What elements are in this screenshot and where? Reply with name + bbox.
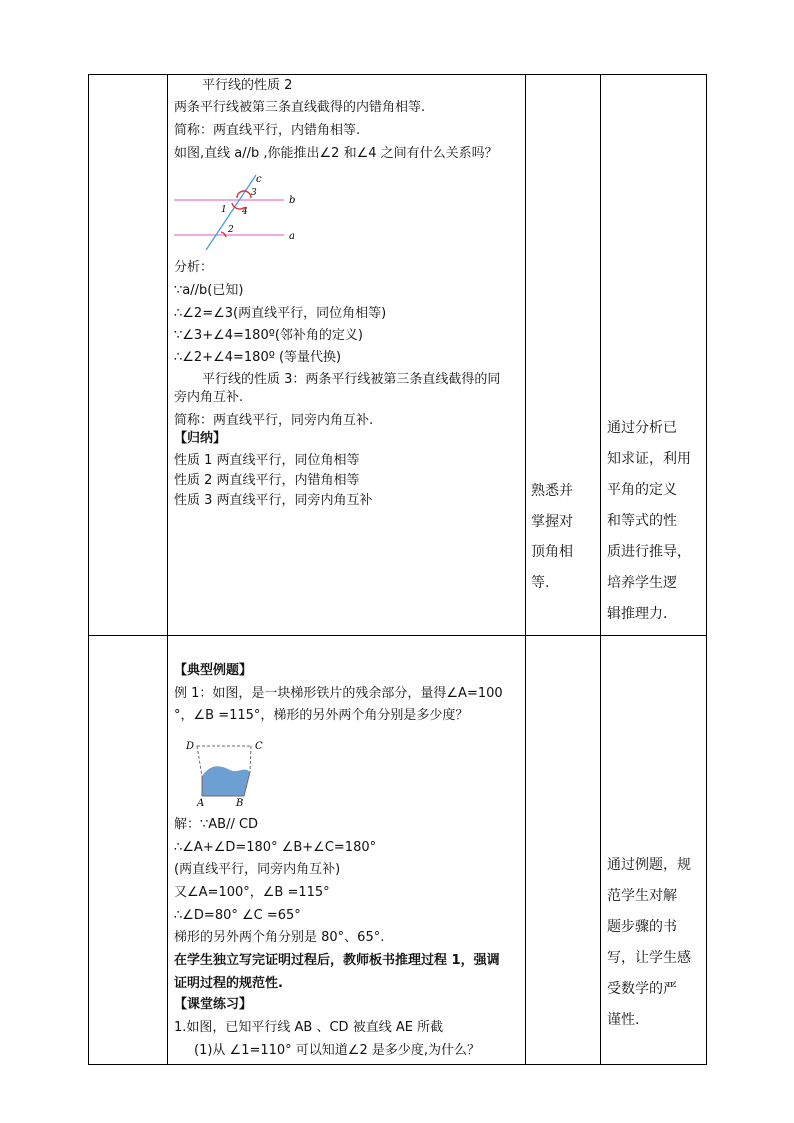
design-intent-cell-2 <box>607 850 703 1036</box>
label-a: a <box>289 231 295 242</box>
design-intent-line: 题步骤的书 <box>607 919 677 935</box>
analysis-step-1: ∵a//b(已知) <box>174 283 244 298</box>
analysis-step-2: ∴∠2=∠3(两直线平行，同位角相等) <box>174 306 387 321</box>
column-divider-1 <box>167 74 168 1065</box>
design-intent-line: 培养学生逻 <box>607 575 677 591</box>
row-divider <box>88 635 707 636</box>
table-left-border <box>88 74 89 1065</box>
column-divider-2 <box>525 74 526 1065</box>
design-intent-line: 谨性. <box>607 1012 640 1028</box>
solution-line-1: 解：∵AB// CD <box>174 817 259 832</box>
solution-line-2: ∴∠A+∠D=180° ∠B+∠C=180° <box>174 840 377 855</box>
solution-line-3: (两直线平行，同旁内角互补) <box>174 862 341 877</box>
practice-heading: 【课堂练习】 <box>174 997 253 1012</box>
example-heading: 【典型例题】 <box>174 663 253 678</box>
summary-heading: 【归纳】 <box>174 431 227 446</box>
label-b: b <box>289 195 296 206</box>
label-4: 4 <box>242 207 248 217</box>
label-D: D <box>186 741 195 752</box>
trapezoid-remnant <box>202 766 250 796</box>
property-3-short: 简称：两直线平行，同旁内角互补. <box>174 413 374 428</box>
practice-question-1-part-1: (1)从 ∠1=110° 可以知道∠2 是多少度,为什么？ <box>194 1043 481 1058</box>
student-activity-line: 顶角相 <box>531 544 573 560</box>
property-3-continuation: 旁内角互补. <box>174 390 244 405</box>
label-c: c <box>256 174 262 185</box>
summary-property-3: 性质 3 两直线平行，同旁内角互补 <box>174 493 373 508</box>
property-2-title: 平行线的性质 2 <box>202 78 293 93</box>
design-intent-line: 受数学的严 <box>607 981 677 997</box>
label-2: 2 <box>228 225 234 235</box>
design-intent-line: 范学生对解 <box>607 888 677 904</box>
teacher-note-continued: 证明过程的规范性. <box>174 976 283 991</box>
trapezoid-dashed-right <box>250 746 251 772</box>
transversal-c <box>206 175 256 250</box>
analysis-step-4: ∴∠2+∠4=180º (等量代换) <box>174 350 342 365</box>
practice-question-1: 1.如图，已知平行线 AB 、CD 被直线 AE 所截 <box>174 1020 444 1035</box>
design-intent-line: 通过分析已 <box>607 420 677 436</box>
summary-property-1: 性质 1 两直线平行，同位角相等 <box>174 453 360 468</box>
student-activity-line: 掌握对 <box>531 513 573 530</box>
label-1: 1 <box>221 205 227 215</box>
design-intent-line: 平角的定义 <box>607 482 677 498</box>
property-3-statement: 平行线的性质 3：两条平行线被第三条直线截得的同 <box>202 372 501 387</box>
solution-line-4: 又∠A=100°，∠B =115° <box>174 885 330 900</box>
property-2-short: 简称：两直线平行，内错角相等. <box>174 123 361 138</box>
label-B: B <box>236 798 244 808</box>
label-A: A <box>197 798 205 808</box>
question-text: 如图,直线 a//b ,你能推出∠2 和∠4 之间有什么关系吗？ <box>174 146 498 161</box>
design-intent-line: 和等式的性 <box>607 513 677 529</box>
label-3: 3 <box>251 188 257 198</box>
solution-line-6: 梯形的另外两个角分别是 80°、65°. <box>174 930 385 945</box>
solution-line-5: ∴∠D=80° ∠C =65° <box>174 908 301 923</box>
property-2-statement: 两条平行线被第三条直线截得的内错角相等. <box>174 100 426 115</box>
design-intent-line: 写，让学生感 <box>607 950 691 966</box>
design-intent-cell-1 <box>607 413 703 630</box>
parallel-lines-figure <box>172 172 302 252</box>
summary-property-2: 性质 2 两直线平行，内错角相等 <box>174 473 360 488</box>
design-intent-line: 辑推理力. <box>607 606 668 622</box>
analysis-label: 分析： <box>174 260 214 275</box>
table-bottom-border <box>88 1064 707 1065</box>
example-1-text-continued: °，∠B =115°，梯形的另外两个角分别是多少度？ <box>174 708 469 723</box>
student-activity-line: 等. <box>531 574 550 591</box>
table-right-border <box>706 74 707 1065</box>
student-activity-cell <box>531 476 593 598</box>
design-intent-line: 通过例题，规 <box>607 857 691 873</box>
teacher-note: 在学生独立写完证明过程后，教师板书推理过程 1，强调 <box>174 953 500 968</box>
trapezoid-figure <box>180 732 270 808</box>
trapezoid-dashed-left <box>197 746 202 776</box>
example-1-text: 例 1：如图，是一块梯形铁片的残余部分，量得∠A=100 <box>174 686 503 701</box>
design-intent-line: 知求证，利用 <box>607 451 691 467</box>
analysis-step-3: ∵∠3+∠4=180º(邻补角的定义) <box>174 328 363 343</box>
table-top-border <box>88 74 707 75</box>
student-activity-line: 熟悉并 <box>531 483 573 499</box>
column-divider-3 <box>600 74 601 1065</box>
label-C: C <box>255 741 263 752</box>
design-intent-line: 质进行推导， <box>607 544 691 560</box>
